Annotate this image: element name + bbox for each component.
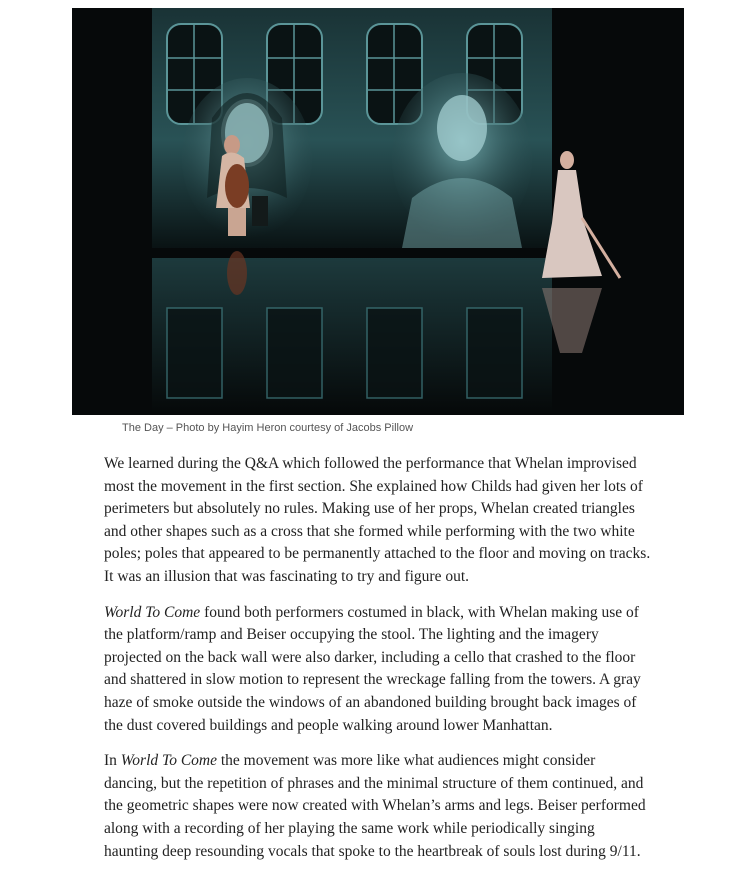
work-title: World To Come	[104, 603, 201, 621]
paragraph-qa	[104, 453, 652, 589]
paragraph-text: found both performers costumed in black, with Whelan making use of the platform/ramp and Beiser occupying the stool. The lighting and the imagery projected on the back wall were also darker, including a cello that crashed to the floor and shattered in slow motion to represent the wreckage falling from the towers. A gray haze of smoke outside the windows of an abandoned building brought back images of the dust covered buildings and people walking around lower Manhattan.	[104, 603, 641, 734]
paragraph-text: the movement was more like what audiences might consider dancing, but the repetition of phrases and the minimal structure of them continued, and the geometric shapes were now created with Whelan’s arms and legs. Beiser performed along with a recording of her playing the same work while periodically singing haunting deep resounding vocals that spoke to the heartbreak of souls lost during 9/11.	[104, 752, 646, 860]
stage-scene	[72, 8, 684, 415]
paragraph-world-to-come-movement	[104, 750, 652, 863]
paragraph-text: We learned during the Q&A which followed the performance that Whelan improvised most the movement in the first section. She explained how Childs had given her lots of perimeters but absolutely no rules. Making use of her props, Whelan created triangles and other shapes such as a cross that she formed while performing with the two white poles; poles that appeared to be permanently attached to the floor and moving on tracks. It was an illusion that was fascinating to try and figure out.	[104, 455, 651, 585]
work-title: World To Come	[120, 752, 217, 770]
paragraph-world-to-come-costumes	[104, 602, 652, 738]
photo-caption: The Day – Photo by Hayim Heron courtesy of Jacobs Pillow	[122, 422, 414, 434]
performance-photo	[72, 8, 684, 415]
paragraph-lead: In	[104, 752, 121, 770]
article-body	[104, 453, 652, 876]
